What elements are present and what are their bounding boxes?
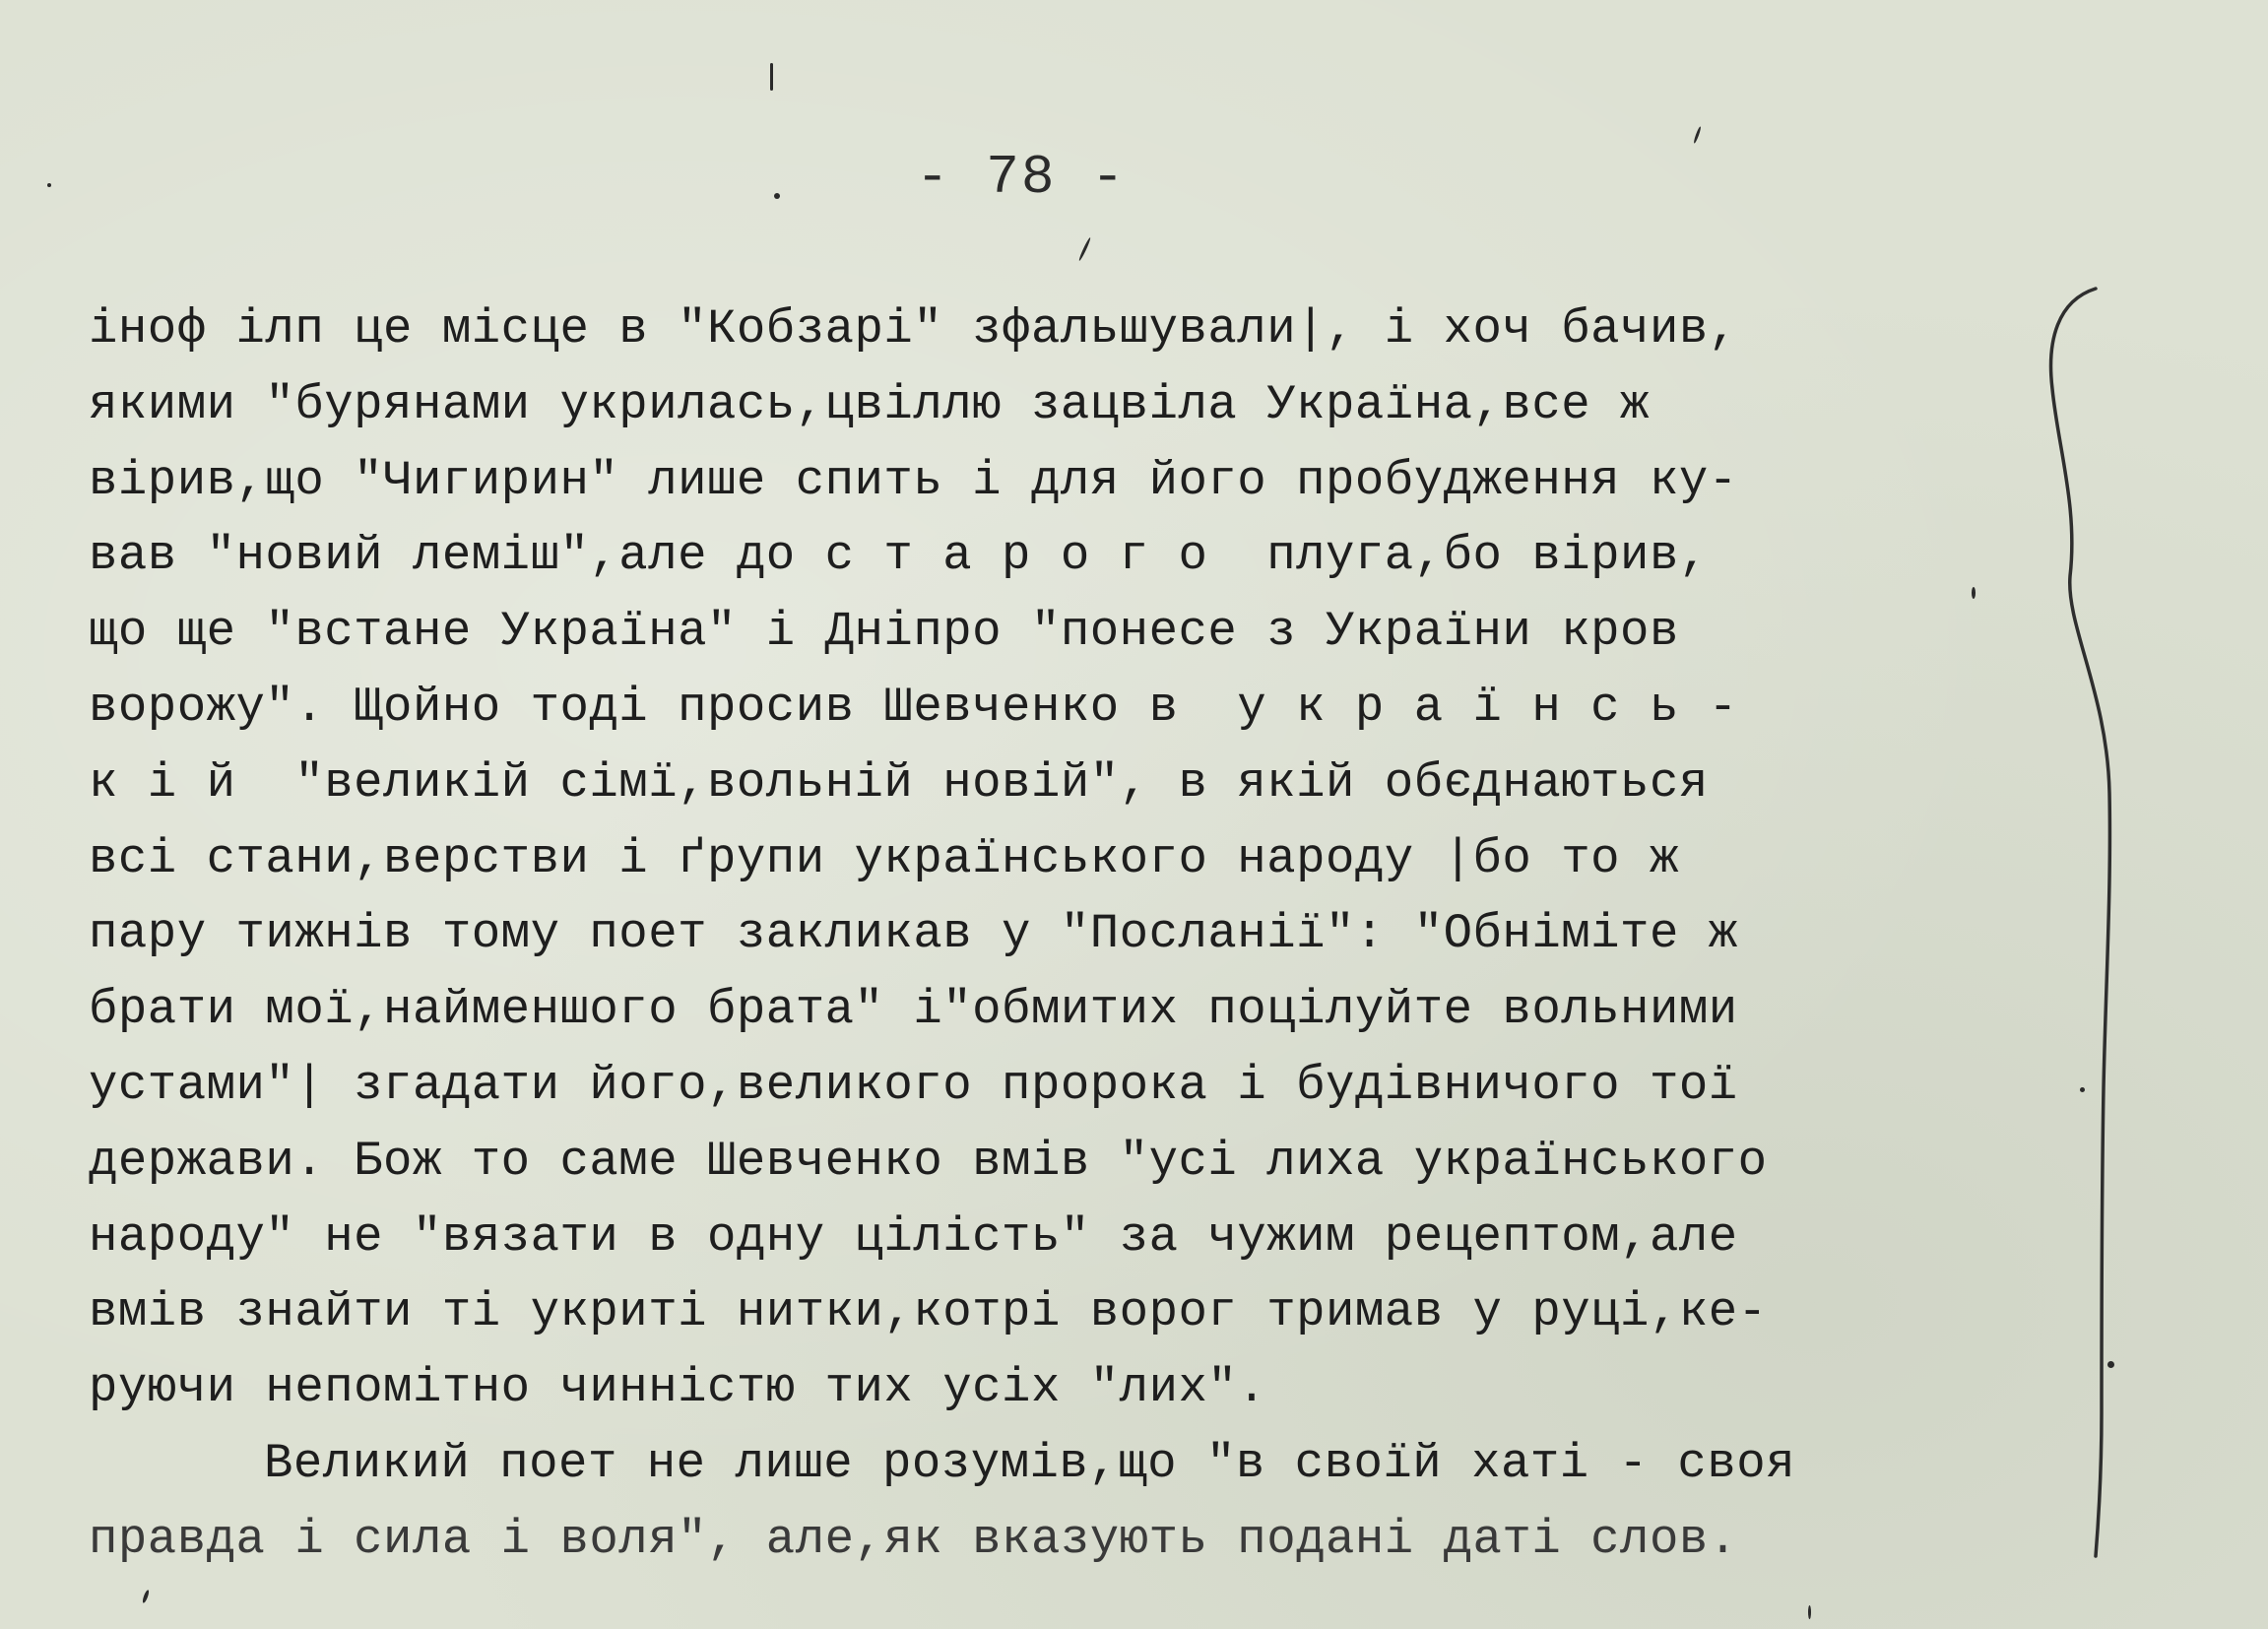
text-line: держави. Бож то саме Шевченко вмів "усі лиха українського [89, 1133, 1768, 1189]
text-line: всі стани,верстви і ґрупи українського народу |бо то ж [89, 830, 1679, 886]
ink-speck [770, 63, 773, 91]
text-line: правда і сила і воля", але,як вказують подані даті слов. [89, 1511, 1738, 1567]
text-line: іноф ілп це місце в "Кобзарі" зфальшували|, і хоч бачив, [89, 301, 1738, 357]
ink-speck [1078, 237, 1092, 262]
text-line: Великий поет не лише розумів,що "в своїй хаті - своя [264, 1435, 1796, 1491]
ink-speck [142, 1590, 151, 1604]
body-text [89, 292, 2058, 1578]
text-line: якими "бурянами укрилась,цвіллю зацвіла Україна,все ж [89, 376, 1650, 432]
ink-speck [1693, 126, 1702, 144]
text-line: к і й "великій сімї,вольній новій", в якій обєднаються [89, 754, 1709, 811]
text-line: народу" не "вязати в одну цілість" за чужим рецептом,але [89, 1208, 1738, 1265]
text-line: пару тижнів тому поет закликав у "Посланії": "Обніміте ж [89, 906, 1738, 962]
ink-speck [774, 193, 780, 199]
text-line: вірив,що "Чигирин" лише спить і для його пробудження ку- [89, 452, 1738, 508]
text-line: вмів знайти ті укриті нитки,котрі ворог тримав у руці,ке- [89, 1284, 1768, 1340]
text-line: ворожу". Щойно тоді просив Шевченко в у к р а ї н с ь - [89, 679, 1738, 735]
text-line: устами"| згадати його,великого пророка і будівничого тої [89, 1057, 1738, 1113]
text-line: брати мої,найменшого брата" і"обмитих поцілуйте вольними [89, 982, 1738, 1038]
ink-speck [1808, 1605, 1811, 1619]
ink-speck [47, 183, 51, 187]
text-line: що ще "встане Україна" і Дніпро "понесе з України кров [89, 604, 1679, 660]
text-line: руючи непомітно чинністю тих усіх "лих". [89, 1360, 1267, 1416]
ink-speck [2080, 1087, 2085, 1092]
margin-bracket-mark [2019, 281, 2137, 1561]
ink-speck [1972, 587, 1976, 599]
ink-speck [2107, 1361, 2114, 1368]
text-line: вав "новий леміш",але до с т а р о г о плуга,бо вірив, [89, 528, 1709, 584]
page-number: - 78 - [916, 146, 1127, 209]
